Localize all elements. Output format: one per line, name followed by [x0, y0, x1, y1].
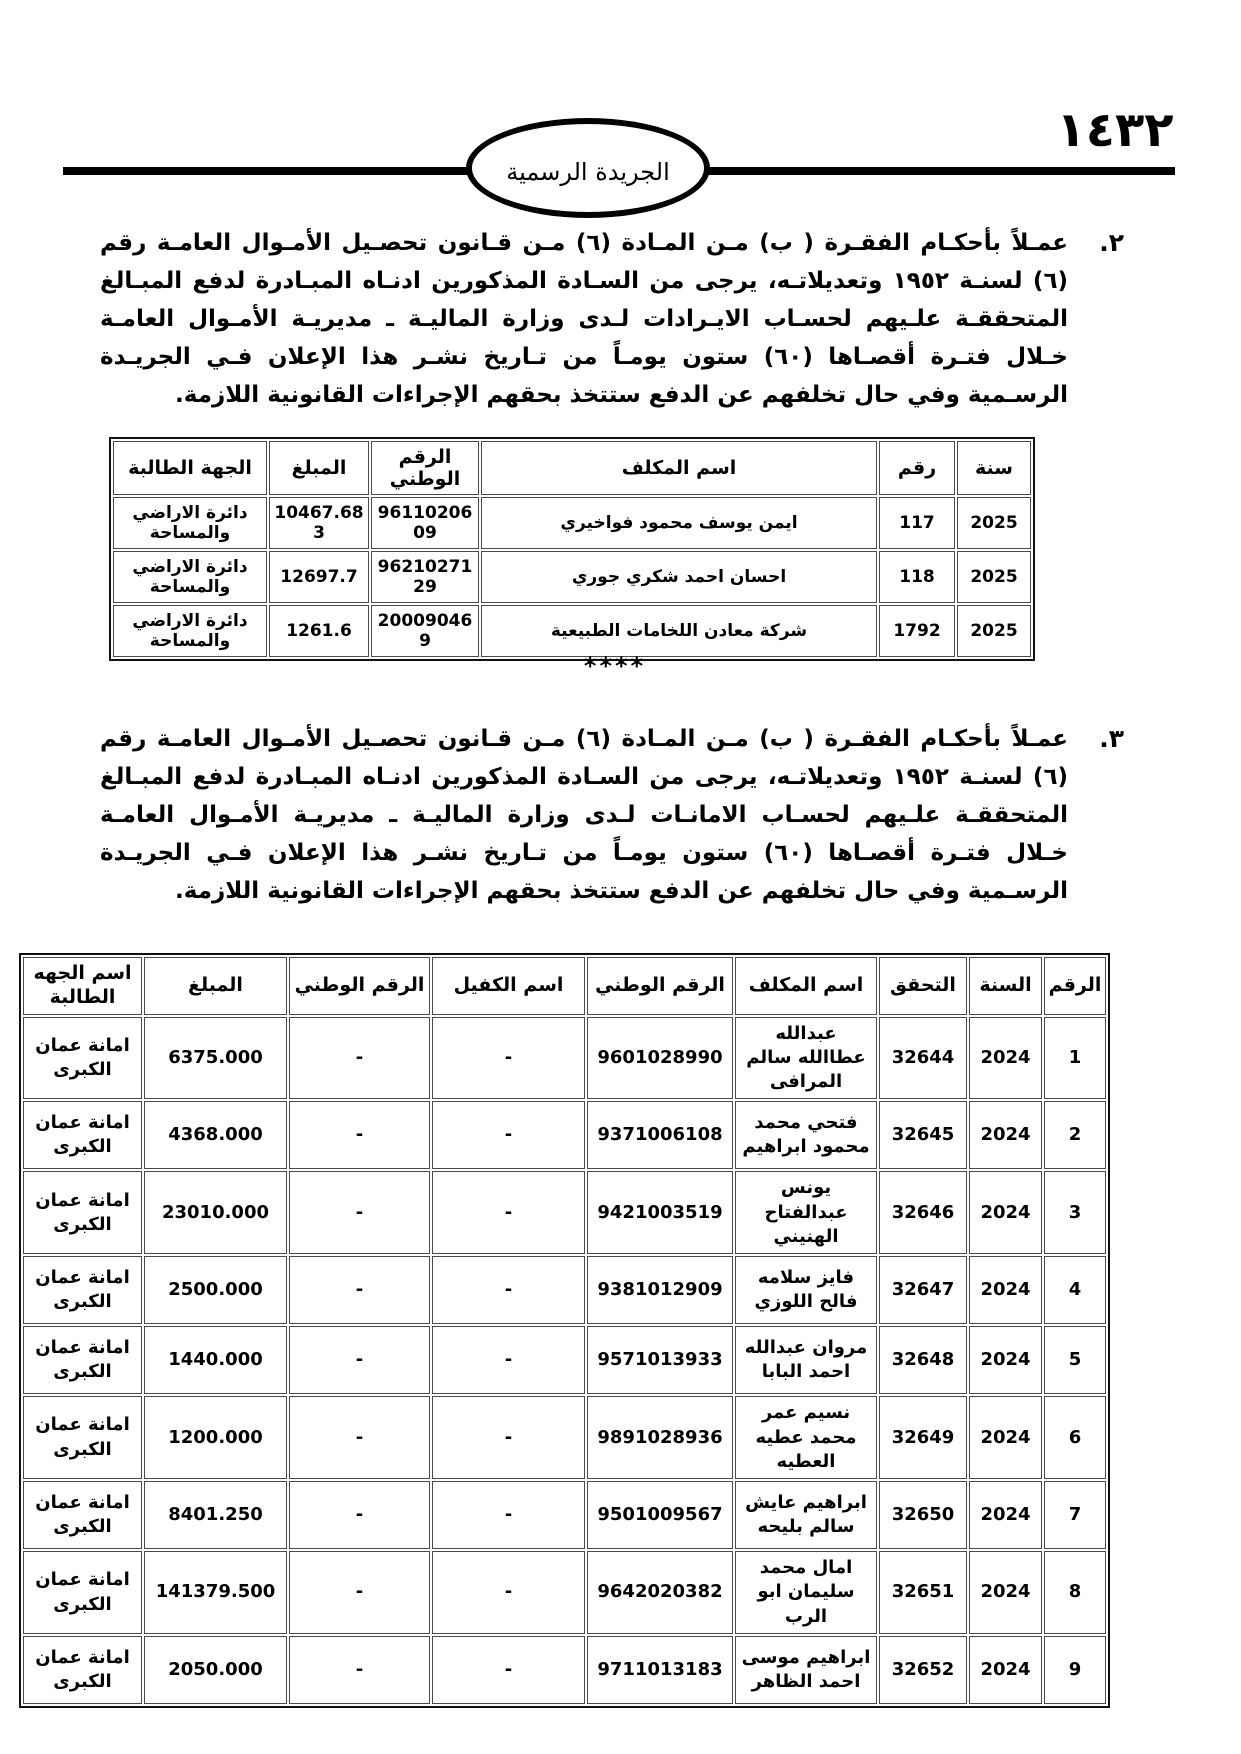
table-cell: 9621027129	[371, 551, 479, 603]
table-cell: امانة عمان الكبرى	[23, 1017, 142, 1100]
table-cell: 9711013183	[587, 1636, 733, 1704]
table-cell: -	[289, 1481, 430, 1549]
table-cell: 2024	[969, 1636, 1042, 1704]
table-cell: -	[432, 1017, 585, 1100]
column-header: اسم المكلف	[735, 957, 877, 1015]
table-cell: مروان عبدالله احمد البابا	[735, 1326, 877, 1394]
notice-3-paragraph	[100, 720, 1130, 910]
table-cell: 9	[1044, 1636, 1106, 1704]
table-cell: 32648	[879, 1326, 967, 1394]
table-cell: ايمن يوسف محمود فواخيري	[481, 497, 877, 549]
table-cell: 2500.000	[144, 1256, 287, 1324]
table-row	[23, 1256, 1106, 1324]
table-row	[23, 1017, 1106, 1100]
table-row	[23, 1396, 1106, 1479]
column-header: السنة	[969, 957, 1042, 1015]
table-cell: 8	[1044, 1551, 1106, 1634]
column-header: رقم	[879, 441, 955, 495]
gazette-banner-oval	[466, 118, 710, 218]
table-cell: امانة عمان الكبرى	[23, 1101, 142, 1169]
table-cell: 1261.6	[269, 605, 369, 657]
table-cell: 2025	[957, 497, 1031, 549]
table-cell: امانة عمان الكبرى	[23, 1171, 142, 1254]
table-cell: -	[432, 1396, 585, 1479]
table-row	[113, 497, 1031, 549]
table-cell: امانة عمان الكبرى	[23, 1326, 142, 1394]
table-cell: 4	[1044, 1256, 1106, 1324]
table-cell: 32646	[879, 1171, 967, 1254]
table-cell: -	[289, 1171, 430, 1254]
collection-table-deposits	[19, 953, 1110, 1708]
table-cell: -	[432, 1256, 585, 1324]
table-cell: فتحي محمد محمود ابراهيم	[735, 1101, 877, 1169]
table-cell: -	[289, 1636, 430, 1704]
table-cell: ابراهيم عايش سالم بليحه	[735, 1481, 877, 1549]
table-cell: 2025	[957, 551, 1031, 603]
table-cell: 32650	[879, 1481, 967, 1549]
table-row	[23, 1326, 1106, 1394]
table-cell: -	[289, 1326, 430, 1394]
table-cell: 2024	[969, 1551, 1042, 1634]
table-cell: -	[432, 1101, 585, 1169]
column-header: اسم الكفيل	[432, 957, 585, 1015]
table-cell: 2024	[969, 1326, 1042, 1394]
table-cell: 9381012909	[587, 1256, 733, 1324]
table-cell: 1200.000	[144, 1396, 287, 1479]
column-header: المبلغ	[144, 957, 287, 1015]
table-cell: 9501009567	[587, 1481, 733, 1549]
table-cell: دائرة الاراضي والمساحة	[113, 497, 267, 549]
table-cell: ابراهيم موسى احمد الظاهر	[735, 1636, 877, 1704]
table-cell: 2050.000	[144, 1636, 287, 1704]
column-header: سنة	[957, 441, 1031, 495]
table-cell: -	[432, 1481, 585, 1549]
notice-3-marker: ٣.	[1099, 724, 1124, 753]
table-cell: 141379.500	[144, 1551, 287, 1634]
table-cell: 9571013933	[587, 1326, 733, 1394]
table-cell: يونس عبدالفتاح الهنيني	[735, 1171, 877, 1254]
column-header: اسم المكلف	[481, 441, 877, 495]
table-cell: 23010.000	[144, 1171, 287, 1254]
table-cell: 12697.7	[269, 551, 369, 603]
table-cell: 200090469	[371, 605, 479, 657]
table-cell: 7	[1044, 1481, 1106, 1549]
table-cell: امانة عمان الكبرى	[23, 1256, 142, 1324]
gazette-banner-text: الجريدة الرسمية	[506, 158, 670, 186]
notice-2-text: عمـلاً بأحكـام الفقـرة ( ب) مـن المـادة (٦) مـن قـانون تحصـيل الأمـوال العامـة رقم (٦) لسنـة ١٩٥٢ وتعديلاتـه، يرجى من السـادة المذكورين ادنـاه المبـادرة لدفع المبـالغ المتحققـة علـيهم لحسـاب الايـرادات لـدى وزارة الماليـة ـ مديريـة الأمـوال العامـة خـلال فتـرة أقصـاها (٦٠) ستون يومـاً من تـاريخ نشـر هذا الإعلان فـي الجريـدة الرسـمية وفي حال تخلفهم عن الدفع ستتخذ بحقهم الإجراءات القانونية اللازمة.	[100, 230, 1068, 408]
column-header: التحقق	[879, 957, 967, 1015]
table-cell: 2025	[957, 605, 1031, 657]
table-cell: 9601028990	[587, 1017, 733, 1100]
table-cell: 2024	[969, 1396, 1042, 1479]
table-cell: 4368.000	[144, 1101, 287, 1169]
table-cell: -	[289, 1101, 430, 1169]
table-cell: -	[289, 1396, 430, 1479]
table-cell: -	[432, 1171, 585, 1254]
page-number: ١٤٣٢	[1056, 102, 1174, 158]
table-row	[23, 1171, 1106, 1254]
collection-table-revenues	[109, 437, 1035, 661]
table-row	[113, 605, 1031, 657]
table-cell: 1792	[879, 605, 955, 657]
table-cell: 9611020609	[371, 497, 479, 549]
table-cell: امانة عمان الكبرى	[23, 1551, 142, 1634]
table-cell: 1	[1044, 1017, 1106, 1100]
table-cell: 10467.683	[269, 497, 369, 549]
table-cell: 32649	[879, 1396, 967, 1479]
table-cell: 2024	[969, 1101, 1042, 1169]
table-row	[23, 1636, 1106, 1704]
table-cell: فايز سلامه فالح اللوزي	[735, 1256, 877, 1324]
table-cell: 32647	[879, 1256, 967, 1324]
table-cell: 32651	[879, 1551, 967, 1634]
table-cell: 117	[879, 497, 955, 549]
table-cell: 3	[1044, 1171, 1106, 1254]
table-cell: 118	[879, 551, 955, 603]
table-cell: -	[432, 1636, 585, 1704]
table-cell: امانة عمان الكبرى	[23, 1396, 142, 1479]
table-cell: 9421003519	[587, 1171, 733, 1254]
table-cell: امال محمد سليمان ابو الرب	[735, 1551, 877, 1634]
table-cell: -	[432, 1551, 585, 1634]
notice-2-paragraph	[100, 224, 1130, 414]
column-header: الرقم	[1044, 957, 1106, 1015]
table-row	[23, 1101, 1106, 1169]
column-header: المبلغ	[269, 441, 369, 495]
table-cell: امانة عمان الكبرى	[23, 1481, 142, 1549]
table-cell: 2024	[969, 1171, 1042, 1254]
table-cell: 9642020382	[587, 1551, 733, 1634]
table-cell: احسان احمد شكري جوري	[481, 551, 877, 603]
stars-separator: ****	[583, 652, 647, 680]
table-cell: دائرة الاراضي والمساحة	[113, 605, 267, 657]
table-cell: دائرة الاراضي والمساحة	[113, 551, 267, 603]
column-header: الرقم الوطني	[587, 957, 733, 1015]
table-row	[23, 1481, 1106, 1549]
table-header-row	[113, 441, 1031, 495]
table-cell: امانة عمان الكبرى	[23, 1636, 142, 1704]
table-cell: عبدالله عطاالله سالم المرافى	[735, 1017, 877, 1100]
table-cell: 2024	[969, 1017, 1042, 1100]
table-cell: 9371006108	[587, 1101, 733, 1169]
table-cell: 32652	[879, 1636, 967, 1704]
table-cell: -	[432, 1326, 585, 1394]
table-cell: 2	[1044, 1101, 1106, 1169]
column-header: الجهة الطالبة	[113, 441, 267, 495]
table-cell: 6375.000	[144, 1017, 287, 1100]
table-cell: 2024	[969, 1256, 1042, 1324]
notice-3-text: عمـلاً بأحكـام الفقـرة ( ب) مـن المـادة (٦) مـن قـانون تحصـيل الأمـوال العامـة رقم (٦) لسنـة ١٩٥٢ وتعديلاتـه، يرجى من السـادة المذكورين ادنـاه المبـادرة لدفع المبـالغ المتحققـة علـيهم لحسـاب الامانـات لـدى وزارة الماليـة ـ مديريـة الأمـوال العامـة خـلال فتـرة أقصـاها (٦٠) ستون يومـاً من تـاريخ نشـر هذا الإعلان فـي الجريـدة الرسـمية وفي حال تخلفهم عن الدفع ستتخذ بحقهم الإجراءات القانونية اللازمة.	[100, 726, 1068, 904]
column-header: الرقم الوطني	[371, 441, 479, 495]
table-header-row	[23, 957, 1106, 1015]
column-header: الرقم الوطني	[289, 957, 430, 1015]
table-cell: -	[289, 1256, 430, 1324]
table-cell: -	[289, 1017, 430, 1100]
table-row	[113, 551, 1031, 603]
table-cell: شركة معادن اللخامات الطبيعية	[481, 605, 877, 657]
table-cell: 6	[1044, 1396, 1106, 1479]
table-cell: 5	[1044, 1326, 1106, 1394]
table-cell: 9891028936	[587, 1396, 733, 1479]
table-cell: 2024	[969, 1481, 1042, 1549]
notice-2-marker: ٢.	[1099, 228, 1124, 257]
table-cell: نسيم عمر محمد عطيه العطيه	[735, 1396, 877, 1479]
table-row	[23, 1551, 1106, 1634]
table-cell: 1440.000	[144, 1326, 287, 1394]
table-cell: 32644	[879, 1017, 967, 1100]
table-cell: -	[289, 1551, 430, 1634]
table-cell: 8401.250	[144, 1481, 287, 1549]
column-header: اسم الجهه الطالبة	[23, 957, 142, 1015]
table-cell: 32645	[879, 1101, 967, 1169]
